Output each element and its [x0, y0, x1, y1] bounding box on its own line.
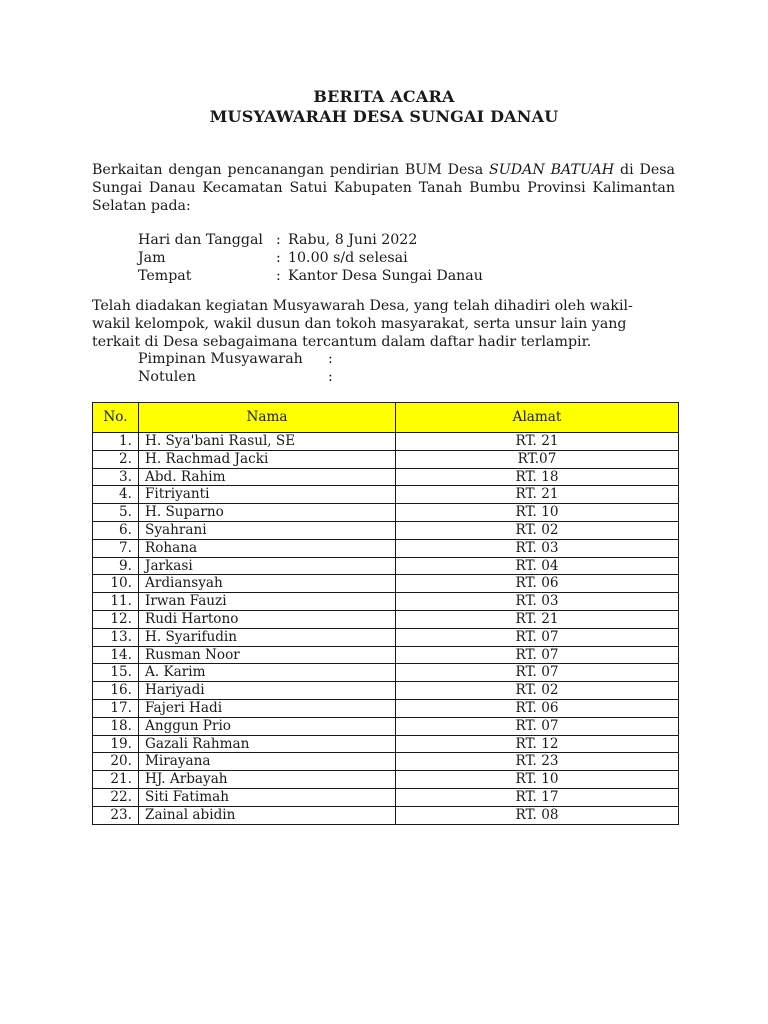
row-nama: Fitriyanti: [139, 486, 396, 504]
notulen-row: [138, 368, 333, 386]
document-title: BERITA ACARA: [313, 87, 455, 106]
row-nama: Fajeri Hadi: [139, 699, 396, 717]
row-alamat: RT. 02: [396, 521, 679, 539]
row-no: 10.: [93, 575, 139, 593]
row-nama: Mirayana: [139, 753, 396, 771]
row-no: 12.: [93, 610, 139, 628]
header-no: No.: [93, 403, 139, 433]
row-nama: Rusman Noor: [139, 646, 396, 664]
row-nama: Rohana: [139, 539, 396, 557]
table-row: [93, 646, 679, 664]
row-nama: HJ. Arbayah: [139, 771, 396, 789]
row-no: 11.: [93, 593, 139, 611]
row-alamat: RT. 07: [396, 717, 679, 735]
row-no: 23.: [93, 806, 139, 824]
row-no: 7.: [93, 539, 139, 557]
row-nama: H. Syarifudin: [139, 628, 396, 646]
row-no: 3.: [93, 468, 139, 486]
event-date-separator: :: [276, 232, 281, 248]
event-details: [138, 231, 483, 286]
row-alamat: RT. 10: [396, 771, 679, 789]
row-nama: Abd. Rahim: [139, 468, 396, 486]
row-no: 2.: [93, 450, 139, 468]
event-time-label: Jam: [138, 250, 166, 267]
table-row: [93, 557, 679, 575]
row-nama: Syahrani: [139, 521, 396, 539]
table-row: [93, 735, 679, 753]
row-alamat: RT. 21: [396, 486, 679, 504]
table-row: [93, 788, 679, 806]
row-no: 22.: [93, 788, 139, 806]
leader-separator: :: [328, 351, 333, 367]
table-row: [93, 717, 679, 735]
row-nama: A. Karim: [139, 664, 396, 682]
row-nama: Gazali Rahman: [139, 735, 396, 753]
table-row: [93, 468, 679, 486]
table-row: [93, 610, 679, 628]
event-time-value: 10.00 s/d selesai: [288, 250, 408, 267]
row-alamat: RT. 23: [396, 753, 679, 771]
table-body: [93, 433, 679, 825]
row-nama: H. Rachmad Jacki: [139, 450, 396, 468]
intro-text-before: Berkaitan dengan pencanangan pendirian BUM Desa: [92, 162, 490, 178]
notulen-separator: :: [328, 369, 333, 386]
row-alamat: RT. 08: [396, 806, 679, 824]
body-line: terkait di Desa sebagaimana tercantum dalam daftar hadir terlampir.: [92, 334, 592, 351]
document-subtitle: MUSYAWARAH DESA SUNGAI DANAU: [209, 107, 559, 126]
row-nama: Irwan Fauzi: [139, 593, 396, 611]
meeting-officials: [138, 350, 333, 386]
event-time-separator: :: [276, 250, 281, 267]
table-row: [93, 682, 679, 700]
table-row: [93, 575, 679, 593]
row-nama: Ardiansyah: [139, 575, 396, 593]
row-alamat: RT. 21: [396, 610, 679, 628]
table-row: [93, 504, 679, 522]
row-no: 17.: [93, 699, 139, 717]
row-alamat: RT. 17: [396, 788, 679, 806]
table-row: [93, 771, 679, 789]
row-no: 16.: [93, 682, 139, 700]
row-no: 4.: [93, 486, 139, 504]
event-place-row: [138, 267, 483, 285]
table-row: [93, 593, 679, 611]
body-line: Telah diadakan kegiatan Musyawarah Desa, yang telah dihadiri oleh wakil-: [92, 298, 633, 314]
row-alamat: RT. 07: [396, 664, 679, 682]
row-alamat: RT. 12: [396, 735, 679, 753]
row-alamat: RT. 07: [396, 628, 679, 646]
bumdes-name: SUDAN BATUAH: [489, 162, 615, 178]
table-row: [93, 433, 679, 451]
row-no: 9.: [93, 557, 139, 575]
row-alamat: RT. 03: [396, 539, 679, 557]
table-row: [93, 628, 679, 646]
table-row: [93, 486, 679, 504]
row-no: 18.: [93, 717, 139, 735]
row-alamat: RT. 18: [396, 468, 679, 486]
event-place-label: Tempat: [138, 268, 192, 285]
row-nama: Anggun Prio: [139, 717, 396, 735]
row-no: 21.: [93, 771, 139, 789]
row-alamat: RT. 03: [396, 593, 679, 611]
leader-row: [138, 350, 333, 368]
row-alamat: RT. 21: [396, 433, 679, 451]
intro-paragraph: [92, 161, 675, 216]
event-time-row: [138, 249, 483, 267]
table-row: [93, 539, 679, 557]
row-no: 6.: [93, 521, 139, 539]
row-no: 20.: [93, 753, 139, 771]
intro-text-after: di Desa Sungai Danau Kecamatan Satui Kabupaten Tanah Bumbu Provinsi Kalimantan Selatan pada:: [92, 162, 676, 215]
row-alamat: RT. 06: [396, 699, 679, 717]
event-date-label: Hari dan Tanggal: [138, 232, 263, 248]
event-date-value: Rabu, 8 Juni 2022: [288, 232, 418, 248]
event-date-row: [138, 231, 483, 249]
table-row: [93, 806, 679, 824]
row-nama: H. Suparno: [139, 504, 396, 522]
table-row: [93, 521, 679, 539]
row-nama: Jarkasi: [139, 557, 396, 575]
row-no: 19.: [93, 735, 139, 753]
table-row: [93, 450, 679, 468]
table-row: [93, 753, 679, 771]
row-alamat: RT. 07: [396, 646, 679, 664]
row-nama: Siti Fatimah: [139, 788, 396, 806]
leader-label: Pimpinan Musyawarah: [138, 351, 303, 367]
row-no: 5.: [93, 504, 139, 522]
row-no: 15.: [93, 664, 139, 682]
header-alamat: Alamat: [396, 403, 679, 433]
event-place-separator: :: [276, 268, 281, 285]
row-nama: Rudi Hartono: [139, 610, 396, 628]
row-no: 14.: [93, 646, 139, 664]
row-nama: Hariyadi: [139, 682, 396, 700]
body-line: wakil kelompok, wakil dusun dan tokoh masyarakat, serta unsur lain yang: [92, 316, 627, 333]
notulen-label: Notulen: [138, 369, 196, 386]
attendance-table: [92, 402, 679, 825]
event-place-value: Kantor Desa Sungai Danau: [288, 268, 483, 285]
table-header-row: [93, 403, 679, 433]
table-row: [93, 664, 679, 682]
row-alamat: RT. 10: [396, 504, 679, 522]
row-alamat: RT. 02: [396, 682, 679, 700]
row-nama: H. Sya'bani Rasul, SE: [139, 433, 396, 451]
row-alamat: RT. 06: [396, 575, 679, 593]
row-nama: Zainal abidin: [139, 806, 396, 824]
table-row: [93, 699, 679, 717]
body-paragraph: [92, 297, 675, 352]
header-nama: Nama: [139, 403, 396, 433]
row-no: 1.: [93, 433, 139, 451]
row-alamat: RT.07: [396, 450, 679, 468]
row-alamat: RT. 04: [396, 557, 679, 575]
row-no: 13.: [93, 628, 139, 646]
